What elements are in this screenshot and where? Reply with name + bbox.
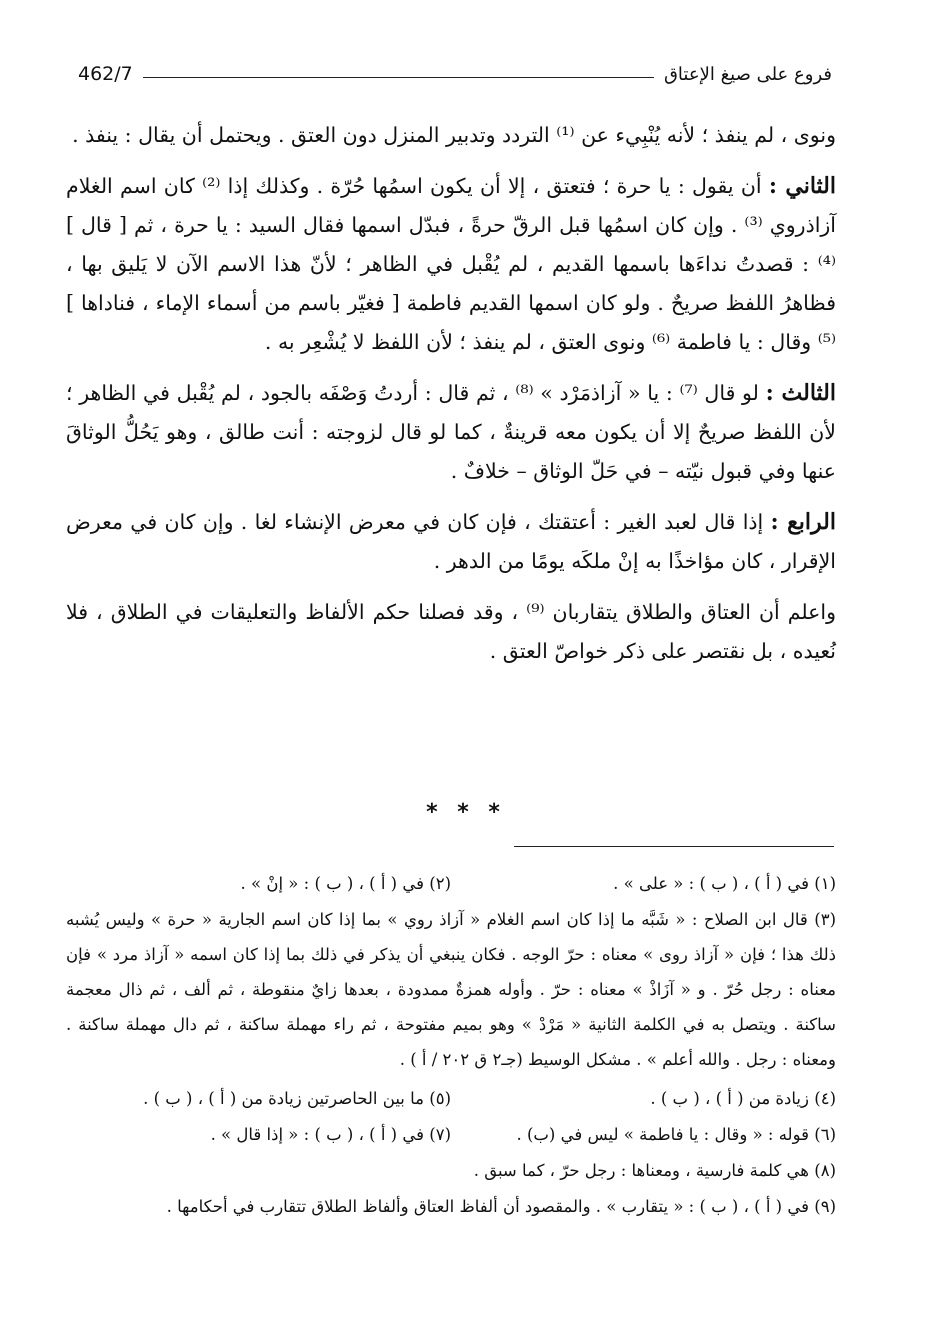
running-title: فروع على صيغ الإعتاق (663, 63, 832, 85)
intro-paragraph: ونوى ، لم ينفذ ؛ لأنه يُنْبِيء عن ⁽¹⁾ التردد وتدبير المنزل دون العتق . ويحتمل أن يقال : ينفذ . (72, 123, 836, 147)
page-number: 462/7 (78, 63, 133, 85)
footnote-3: (٣) قال ابن الصلاح : « شَبَّه ما إذا كان اسم الغلام « آزاذ روي » بما إذا كان اسم الجارية « حرة » وليس يُشبه ذلك هذا ؛ فإن « آزاذ روى » معناه : حرّ الوجه . فكان ينبغي أن يذكر في ذلك بما إذا كان اسمه « آزاذ مرد » فإن معناه : رجل حُرّ . و « آزَاذْ » معناه : حرّ . وأوله همزةٌ ممدودة ، بعدها زايٌ منقوطة ، ثم ألف ، ثم ذال معجمة ساكنة . ويتصل به في الكلمة الثانية « مَرْدْ » وهو بميم مفتوحة ، ثم راء مهملة ساكنة ، ثم دال مهملة ساكنة . ومعناه : رجل . والله أعلم » . مشكل الوسيط (جـ٢ ق ٢٠٢ / أ ) . (66, 910, 836, 1069)
footnote-8: (٨) هي كلمة فارسية ، ومعناها : رجل حرّ ، كما سبق . (473, 1161, 836, 1180)
main-text (66, 116, 836, 671)
footnote-7: (٧) في ( أ ) ، ( ب ) : « إذا قال » . (210, 1125, 451, 1144)
paragraph-second-text: أن يقول : يا حرة ؛ فتعتق ، إلا أن يكون اسمُها حُرّة . وكذلك إذا ⁽²⁾ كان اسم الغلام آزاذروي ⁽³⁾ . وإن كان اسمُها قبل الرقّ حرةً ، فبدّل اسمها فقال السيد : يا حرة ، ثم [ قال ] ⁽⁴⁾ : قصدتُ نداءَها باسمها القديم ، لم يُقْبل في الظاهر ؛ لأنّ هذا الاسم الآن لا يَليق بها ، فظاهرُ اللفظ صريحٌ . ولو كان اسمها القديم فاطمة [ فغيّر باسم من أسماء الإماء ، فناداها ] ⁽⁵⁾ وقال : يا فاطمة ⁽⁶⁾ ونوى العتق ، لم ينفذ ؛ لأن اللفظ لا يُشْعِر به . (66, 174, 836, 354)
footnote-5: (٥) ما بين الحاصرتين زيادة من ( أ ) ، ( ب ) . (143, 1089, 451, 1108)
footnotes (66, 866, 836, 1225)
footnote-9: (٩) في ( أ ) ، ( ب ) : « يتقارب » . والمقصود أن ألفاظ العتاق وألفاظ الطلاق تتقارب في أحكامها . (166, 1197, 836, 1216)
footnote-1: (١) في ( أ ) ، ( ب ) : « على » . (613, 874, 836, 893)
footnote-rule (514, 846, 834, 847)
paragraph-third-heading: الثالث : (765, 380, 836, 406)
footnote-row (66, 866, 836, 902)
paragraph-fourth-heading: الرابع : (770, 509, 836, 535)
footnote-4: (٤) زيادة من ( أ ) ، ( ب ) . (650, 1089, 836, 1108)
paragraph-second-heading: الثاني : (768, 173, 836, 199)
paragraph-fourth (66, 503, 836, 581)
section-separator: * * * (426, 800, 506, 825)
footnote-row (66, 1117, 836, 1153)
paragraph-third (66, 374, 836, 491)
running-header (66, 54, 836, 94)
paragraph-closing: واعلم أن العتاق والطلاق يتقاربان ⁽⁹⁾ ، وقد فصلنا حكم الألفاظ والتعليقات في الطلاق ، فلا نُعيده ، بل نقتصر على ذكر خواصّ العتق . (66, 600, 836, 663)
paragraph-third-text: لو قال ⁽⁷⁾ : يا « آزاذمَرْد » ⁽⁸⁾ ، ثم قال : أردتُ وَصْفَه بالجود ، لم يُقْبل في الظاهر ؛ لأن اللفظ صريحٌ إلا أن يكون معه قرينةٌ ، كما لو قال لزوجته : أنت طالق ، وهو يَحُلُّ الوثاقَ عنها وفي قبول نيّته – في حَلّ الوثاق – خلافٌ . (66, 381, 836, 483)
footnote-row (66, 1081, 836, 1117)
paragraph-fourth-text: إذا قال لعبد الغير : أعتقتك ، فإن كان في معرض الإنشاء لغا . وإن كان في معرض الإقرار ، كان مؤاخذًا به إنْ ملكَه يومًا من الدهر . (66, 510, 836, 573)
header-rule (143, 77, 654, 78)
footnote-2: (٢) في ( أ ) ، ( ب ) : « إنْ » . (240, 874, 451, 893)
footnote-6: (٦) قوله : « وقال : يا فاطمة » ليس في (ب) . (516, 1125, 836, 1144)
paragraph-second (66, 167, 836, 362)
